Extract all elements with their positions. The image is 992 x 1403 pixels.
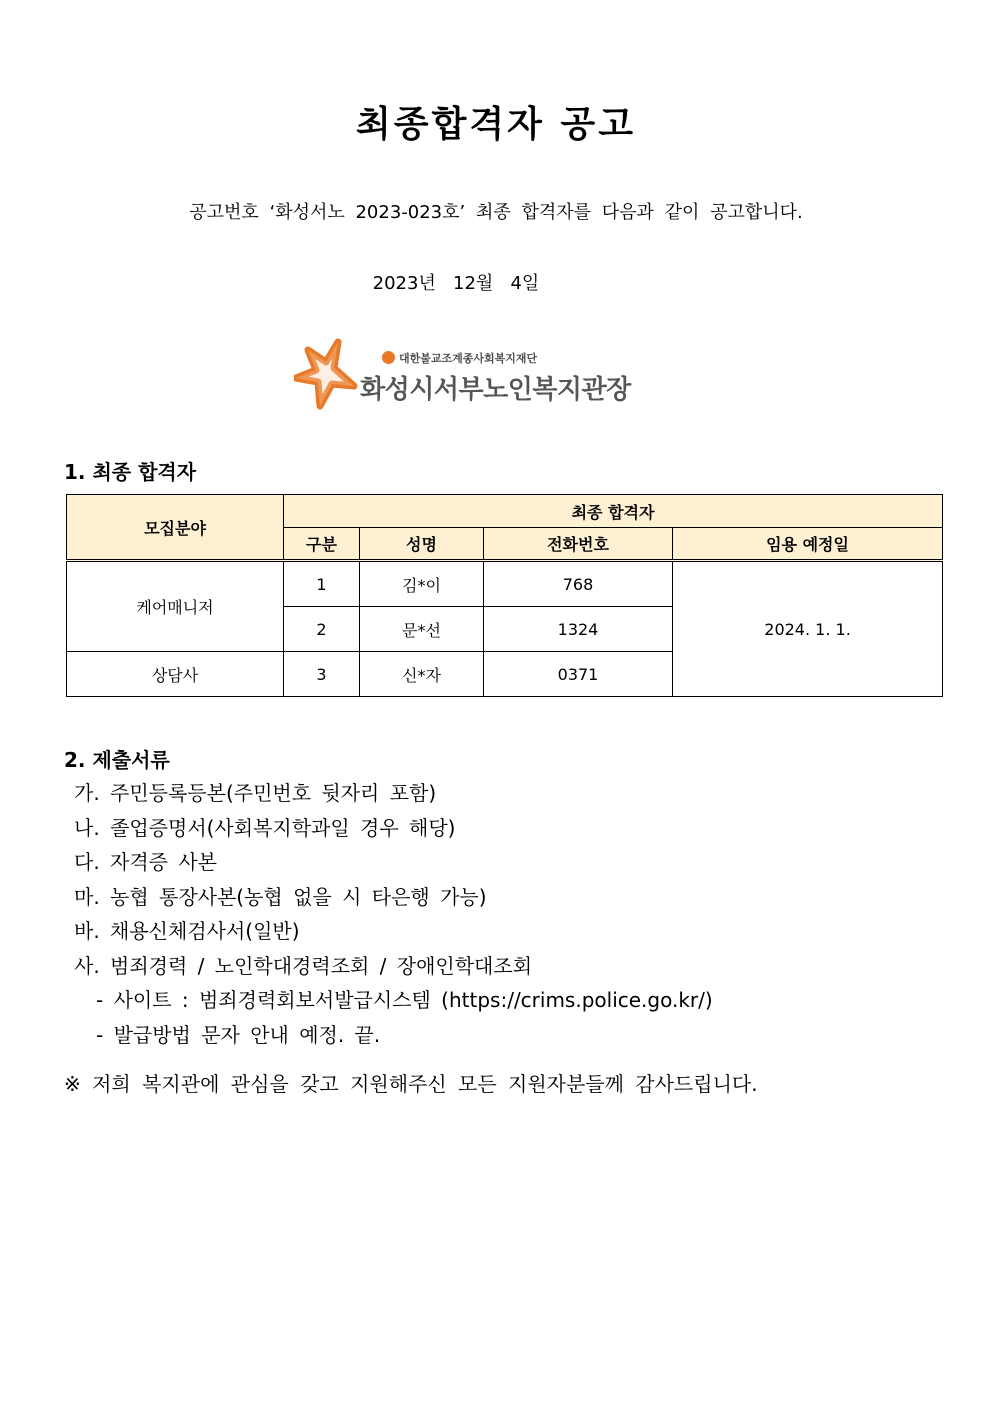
foundation-name [382,350,537,366]
final-applicants-table [66,494,943,697]
col-header-phone: 전화번호 [484,528,673,561]
announcement-date: 2023년 12월 4일 [372,273,540,294]
foundation-name-text: 대한불교조계종사회복지재단 [399,352,538,365]
sub-list-item: - 사이트 : 범죄경력회보서발급시스템 (https://crims.police.go.kr/) [96,988,713,1012]
announcement-intro: 공고번호 ‘화성서노 2023-023호’ 최종 합격자를 다음과 같이 공고합니다. [189,202,803,223]
center-name: 화성시서부노인복지관장 [360,375,631,405]
field-cell: 케어매니저 [67,561,284,652]
sub-list-item: - 발급방법 문자 안내 예정. 끝. [96,1022,381,1047]
phone-cell: 1324 [484,607,673,652]
field-cell: 상담사 [67,652,284,697]
field-header: 모집분야 [67,495,284,561]
table-row [67,561,943,607]
star-emblem-icon [294,338,358,410]
list-item: 나. 졸업증명서(사회복지학과일 경우 해당) [74,815,456,840]
required-documents-list [74,776,713,1052]
no-cell: 1 [284,561,360,607]
page-title: 최종합격자 공고 [356,104,636,145]
col-header-no: 구분 [284,528,360,561]
section-1-heading: 1. 최종 합격자 [64,460,197,484]
list-item: 마. 농협 통장사본(농협 없을 시 타은행 가능) [74,884,487,909]
list-item: 사. 범죄경력 / 노인학대경력조회 / 장애인학대조회 [74,953,533,978]
col-header-start-date: 임용 예정일 [673,528,943,561]
name-cell: 김*이 [360,561,484,607]
section-2-heading: 2. 제출서류 [64,748,170,772]
closing-note: ※ 저희 복지관에 관심을 갖고 지원해주신 모든 지원자분들께 감사드립니다. [64,1072,758,1096]
phone-cell: 0371 [484,652,673,697]
col-header-name: 성명 [360,528,484,561]
list-item: 가. 주민등록등본(주민번호 뒷자리 포함) [74,781,437,805]
list-item: 바. 채용신체검사서(일반) [74,919,300,943]
no-cell: 2 [284,607,360,652]
organization-logo [294,338,634,410]
start-date-cell: 2024. 1. 1. [673,561,943,697]
name-cell: 문*선 [360,607,484,652]
name-cell: 신*자 [360,652,484,697]
no-cell: 3 [284,652,360,697]
dharma-wheel-icon [382,351,395,364]
phone-cell: 768 [484,561,673,607]
group-header: 최종 합격자 [284,495,943,528]
list-item: 다. 자격증 사본 [74,850,217,874]
